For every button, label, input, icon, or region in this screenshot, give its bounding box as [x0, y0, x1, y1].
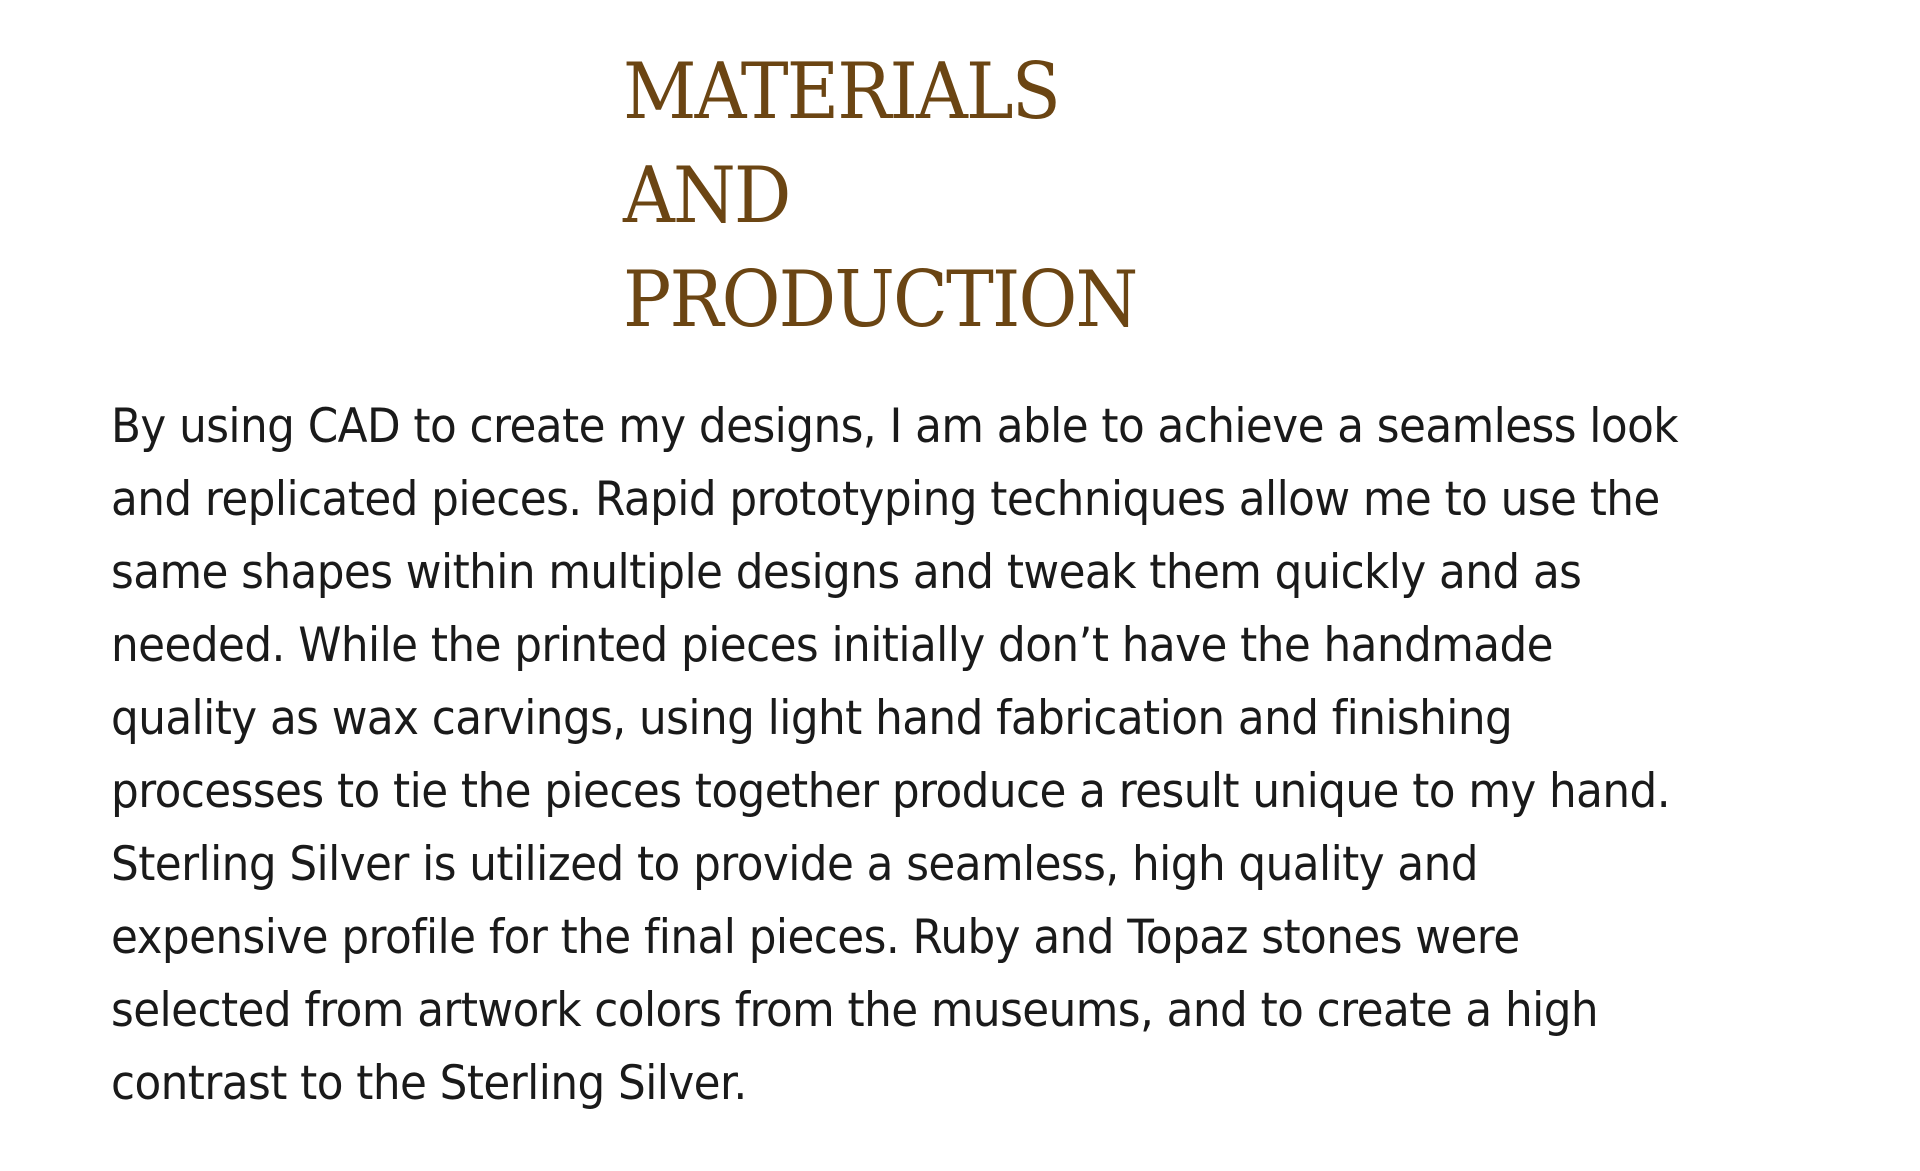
body-line-3: same shapes within multiple designs and tweak them quickly and as	[111, 545, 1582, 600]
title-line-3: PRODUCTION	[623, 255, 1137, 345]
title-line-1: MATERIALS	[623, 47, 1060, 137]
body-line-6: processes to tie the pieces together produce a result unique to my hand.	[111, 764, 1671, 819]
body-paragraph	[111, 390, 1748, 1120]
body-line-5: quality as wax carvings, using light hand fabrication and finishing	[111, 691, 1513, 746]
body-line-2: and replicated pieces. Rapid prototyping techniques allow me to use the	[111, 472, 1660, 527]
page-title	[623, 40, 1137, 352]
body-line-4: needed. While the printed pieces initially don’t have the handmade	[111, 618, 1553, 673]
title-line-2: AND	[623, 151, 790, 241]
body-line-7: Sterling Silver is utilized to provide a seamless, high quality and	[111, 837, 1478, 892]
body-line-1: By using CAD to create my designs, I am able to achieve a seamless look	[111, 399, 1679, 454]
body-line-8: expensive profile for the final pieces. Ruby and Topaz stones were	[111, 910, 1520, 965]
body-line-10: contrast to the Sterling Silver.	[111, 1056, 747, 1111]
body-line-9: selected from artwork colors from the museums, and to create a high	[111, 983, 1599, 1038]
